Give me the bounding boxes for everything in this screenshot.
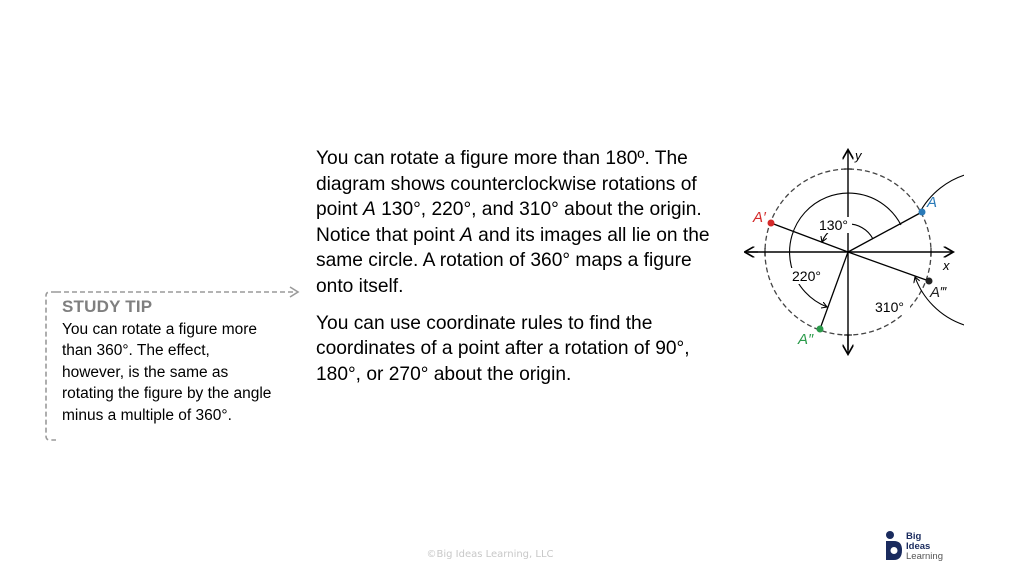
paragraph-text-segment: You can rotate a figure more than 180º. The diagram shows counterclockwise rotations of point — [316, 148, 697, 221]
point-name-italic: A — [460, 224, 473, 246]
angle-220-label: 220° — [792, 268, 821, 284]
arc-220 — [790, 193, 901, 307]
ray-A — [848, 212, 922, 252]
y-axis-label: y — [855, 148, 862, 163]
point-name-italic: A — [362, 199, 376, 221]
arc-310 — [915, 171, 964, 329]
logo-line-1: Big — [906, 531, 922, 542]
logo-line-3: Learning — [906, 551, 943, 562]
study-tip-body: You can rotate a figure more than 360°. The effect, however, is the same as rotating the figure by the angle minus a multiple of 360°. — [62, 321, 272, 424]
angle-310-label: 310° — [875, 299, 904, 315]
study-tip — [62, 297, 272, 426]
logo-mark-icon — [884, 530, 904, 562]
ray-A2 — [820, 252, 848, 329]
point-A2 — [817, 326, 824, 333]
point-A-label: A — [927, 194, 938, 211]
point-A1 — [768, 220, 775, 227]
paragraph-text-segment: 130°, 220°, and 310° about the origin. Notice that point — [316, 199, 702, 246]
rotation-paragraph-1 — [316, 146, 716, 300]
big-ideas-logo — [884, 530, 959, 564]
point-A3-label: A‴ — [930, 284, 946, 301]
main-text — [316, 146, 716, 398]
point-A1-label: A′ — [753, 209, 766, 226]
rotation-paragraph-2: You can use coordinate rules to find the coordinates of a point after a rotation of 90°, 180°, or 270° about the origin. — [316, 312, 690, 385]
x-axis-label: x — [943, 258, 950, 273]
point-A2-label: A″ — [798, 331, 814, 348]
angle-130-label: 130° — [819, 217, 848, 233]
study-tip-title: STUDY TIP — [62, 297, 153, 316]
paragraph-text-segment: and its images all lie on the same circle. A rotation of 360° maps a figure onto itself. — [316, 224, 710, 297]
copyright-footer: ©Big Ideas Learning, LLC — [426, 549, 554, 560]
point-A — [919, 209, 926, 216]
logo-line-2: Ideas — [906, 541, 931, 552]
rotation-diagram — [744, 145, 964, 360]
ray-A3 — [848, 252, 929, 281]
